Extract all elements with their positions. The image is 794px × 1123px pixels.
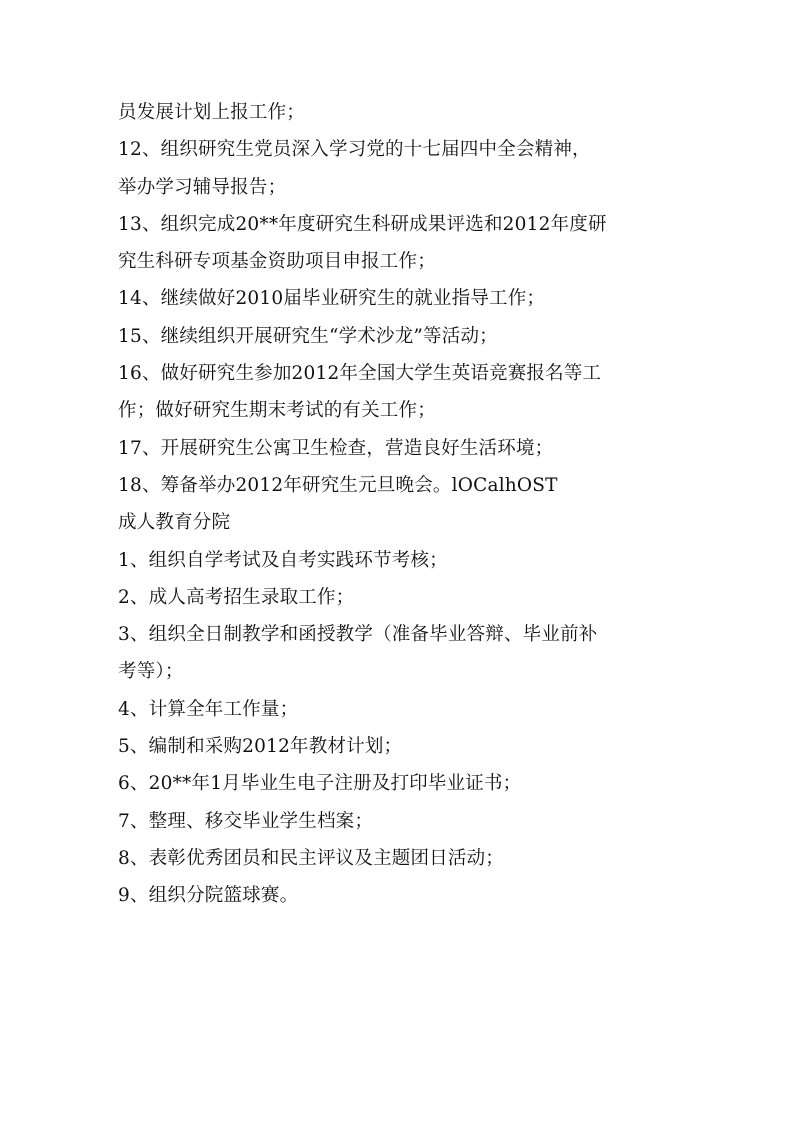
text-line: 7、整理、移交毕业学生档案； (118, 810, 374, 832)
text-line: 15、继续组织开展研究生“学术沙龙”等活动； (118, 325, 498, 347)
text-line: 8、表彰优秀团员和民主评议及主题团日活动； (118, 847, 504, 869)
text-line: 4、计算全年工作量； (118, 698, 299, 720)
text-line: 12、组织研究生党员深入学习党的十七届四中全会精神， (118, 139, 591, 161)
text-line: 作；做好研究生期末考试的有关工作； (118, 400, 436, 422)
text-line: 3、组织全日制教学和函授教学（准备毕业答辩、毕业前补 (118, 624, 598, 646)
text-line: 17、开展研究生公寓卫生检查，营造良好生活环境； (118, 437, 554, 459)
text-line: 1、组织自学考试及自考实践环节考核； (118, 549, 448, 571)
text-line: 6、20**年1月毕业生电子注册及打印毕业证书； (118, 773, 522, 795)
text-line: 14、继续做好2010届毕业研究生的就业指导工作； (118, 288, 546, 310)
document-body (118, 94, 683, 915)
text-line: 考等）； (118, 661, 184, 683)
text-line: 员发展计划上报工作； (118, 102, 306, 123)
text-line: 5、编制和采购2012年教材计划； (118, 736, 403, 758)
section-heading: 成人教育分院 (118, 512, 231, 534)
text-line: 举办学习辅导报告； (118, 176, 287, 198)
text-line: 18、筹备举办2012年研究生元旦晚会。lOCalhOST (118, 474, 558, 496)
text-line: 究生科研专项基金资助项目申报工作； (118, 251, 436, 273)
text-line: 9、组织分院篮球赛。 (118, 885, 299, 907)
text-line: 13、组织完成20**年度研究生科研成果评选和2012年度研 (118, 213, 607, 235)
text-line: 16、做好研究生参加2012年全国大学生英语竞赛报名等工 (118, 363, 602, 385)
text-line: 2、成人高考招生录取工作； (118, 586, 355, 608)
